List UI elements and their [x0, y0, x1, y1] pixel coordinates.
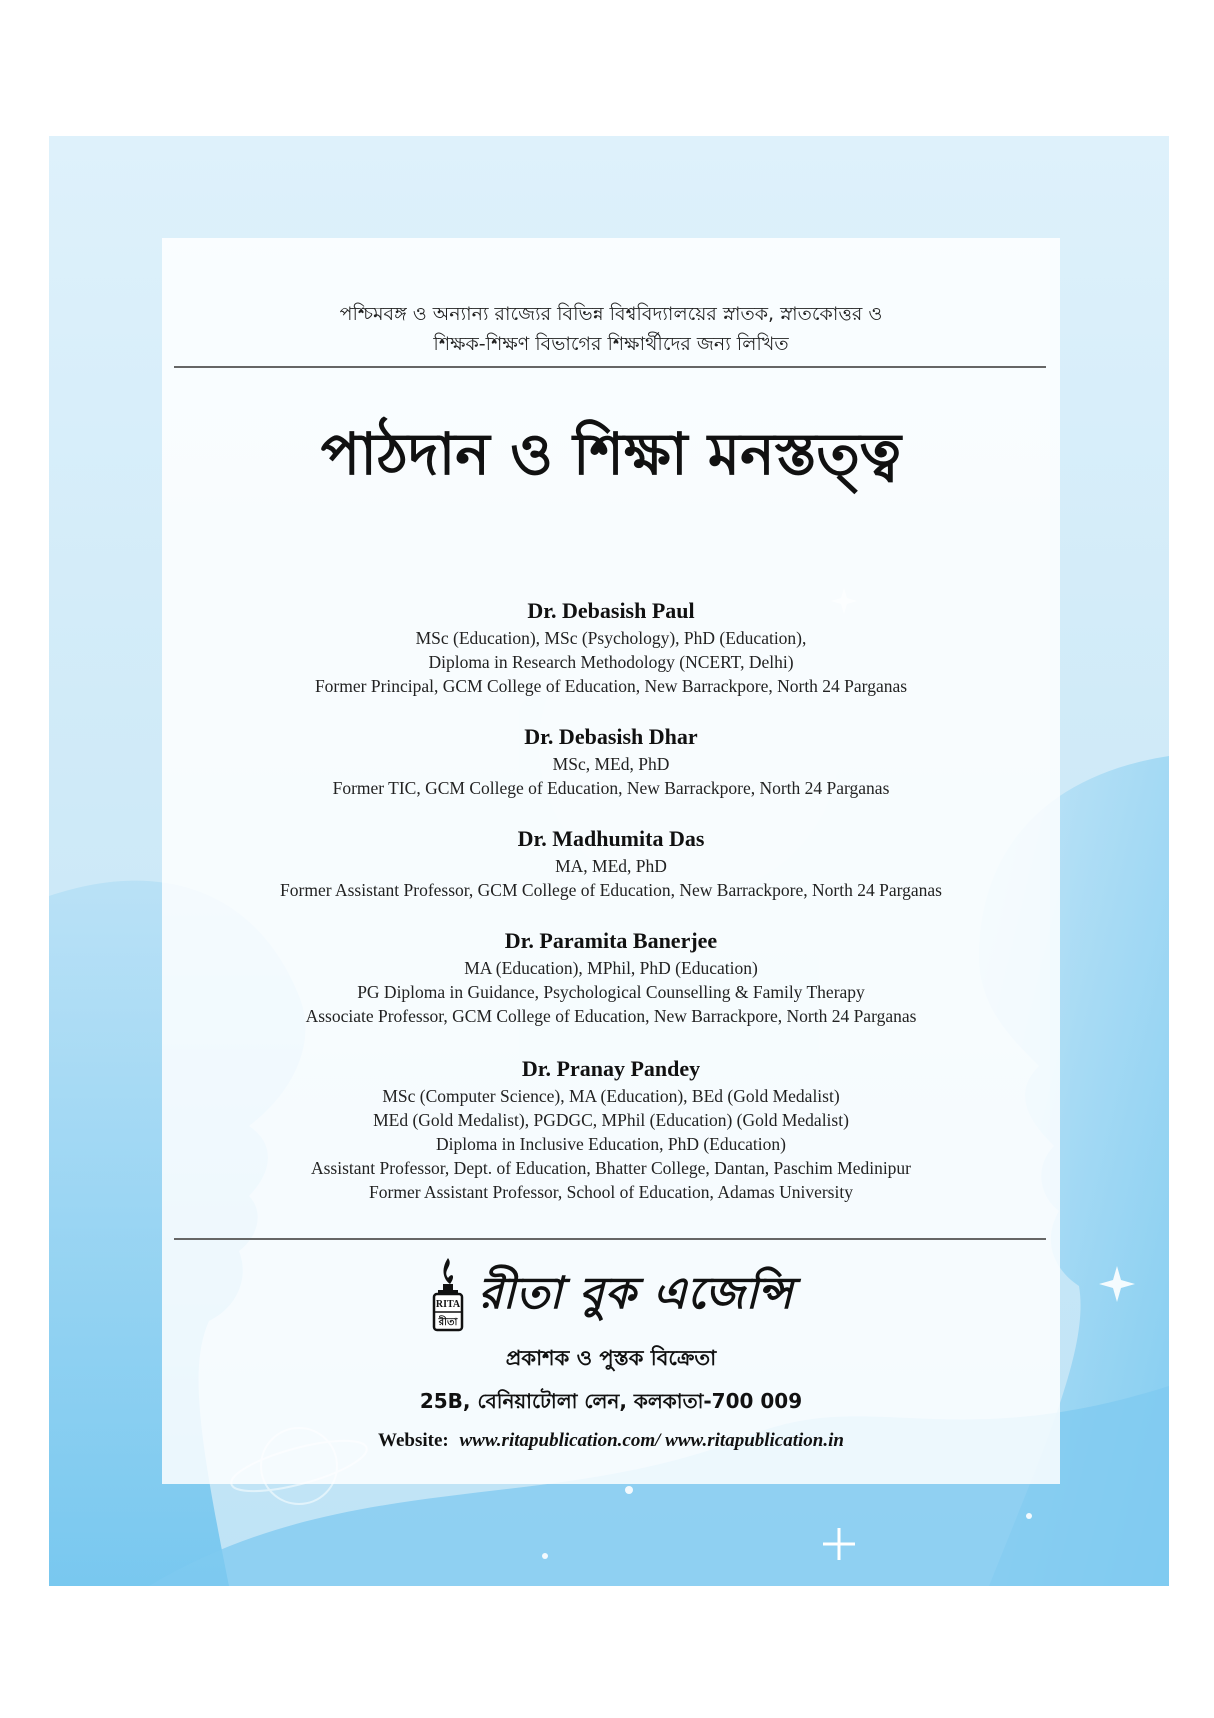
- lamp-logo-icon: [428, 1256, 468, 1336]
- title-panel: [162, 238, 1060, 1484]
- author-affiliation: Former TIC, GCM College of Education, New Barrackpore, North 24 Parganas: [332, 778, 890, 798]
- author-name: Dr. Madhumita Das: [517, 826, 705, 851]
- bottom-divider: [174, 1238, 1046, 1240]
- website-link[interactable]: www.ritapublication.com/ www.ritapublication.in: [459, 1430, 844, 1451]
- author-affiliation: Former Assistant Professor, School of Education, Adamas University: [369, 1182, 853, 1202]
- author-credential: Diploma in Inclusive Education, PhD (Education): [436, 1134, 786, 1154]
- subtitle-line-2: শিক্ষক-শিক্ষণ বিভাগের শিক্ষার্থীদের জন্য লিখিত: [433, 333, 789, 355]
- author-name: Dr. Debasish Paul: [527, 598, 695, 623]
- website-label: Website:: [378, 1430, 449, 1451]
- author-credential: MSc (Education), MSc (Psychology), PhD (Education),: [415, 628, 807, 648]
- subtitle-line-1: পশ্চিমবঙ্গ ও অন্যান্য রাজ্যের বিভিন্ন বিশ্ববিদ্যালয়ের স্নাতক, স্নাতকোত্তর ও: [339, 303, 883, 325]
- author-name: Dr. Pranay Pandey: [521, 1056, 701, 1081]
- publisher-block: [162, 1254, 1060, 1452]
- author-block-3: [162, 824, 1060, 902]
- author-credential: MSc (Computer Science), MA (Education), BEd (Gold Medalist): [382, 1086, 840, 1106]
- author-credential: MA (Education), MPhil, PhD (Education): [464, 958, 758, 978]
- author-affiliation: Associate Professor, GCM College of Education, New Barrackpore, North 24 Parganas: [305, 1006, 917, 1026]
- author-credential: MEd (Gold Medalist), PGDGC, MPhil (Education) (Gold Medalist): [373, 1110, 849, 1130]
- author-name: Dr. Paramita Banerjee: [504, 928, 718, 953]
- book-title: পাঠদান ও শিক্ষা মনস্তত্ত্ব: [320, 420, 902, 488]
- author-block-1: [162, 596, 1060, 698]
- publisher-tagline: প্রকাশক ও পুস্তক বিক্রেতা: [505, 1346, 717, 1370]
- author-credential: PG Diploma in Guidance, Psychological Counselling & Family Therapy: [357, 982, 865, 1002]
- publisher-name: রীতা বুক এজেন্সি: [478, 1267, 794, 1319]
- logo-text-bottom: রীতা: [439, 1317, 458, 1328]
- top-divider: [174, 366, 1046, 368]
- author-block-5: [162, 1054, 1060, 1204]
- author-block-2: [162, 722, 1060, 800]
- author-credential: MA, MEd, PhD: [555, 856, 667, 876]
- author-credential: MSc, MEd, PhD: [552, 754, 670, 774]
- author-affiliation: Former Assistant Professor, GCM College of Education, New Barrackpore, North 24 Parganas: [280, 880, 942, 900]
- author-affiliation: Assistant Professor, Dept. of Education, Bhatter College, Dantan, Paschim Medinipur: [310, 1158, 912, 1178]
- publisher-website: [162, 1430, 1060, 1452]
- author-affiliation: Former Principal, GCM College of Education, New Barrackpore, North 24 Parganas: [314, 676, 908, 696]
- publisher-logo-row: [162, 1254, 1060, 1338]
- logo-text-top: RITA: [436, 1299, 461, 1310]
- author-name: Dr. Debasish Dhar: [524, 724, 698, 749]
- author-block-4: [162, 926, 1060, 1028]
- author-credential: Diploma in Research Methodology (NCERT, Delhi): [428, 652, 794, 672]
- publisher-address: 25B, বেনিয়াটোলা লেন, কলকাতা-700 009: [419, 1389, 803, 1413]
